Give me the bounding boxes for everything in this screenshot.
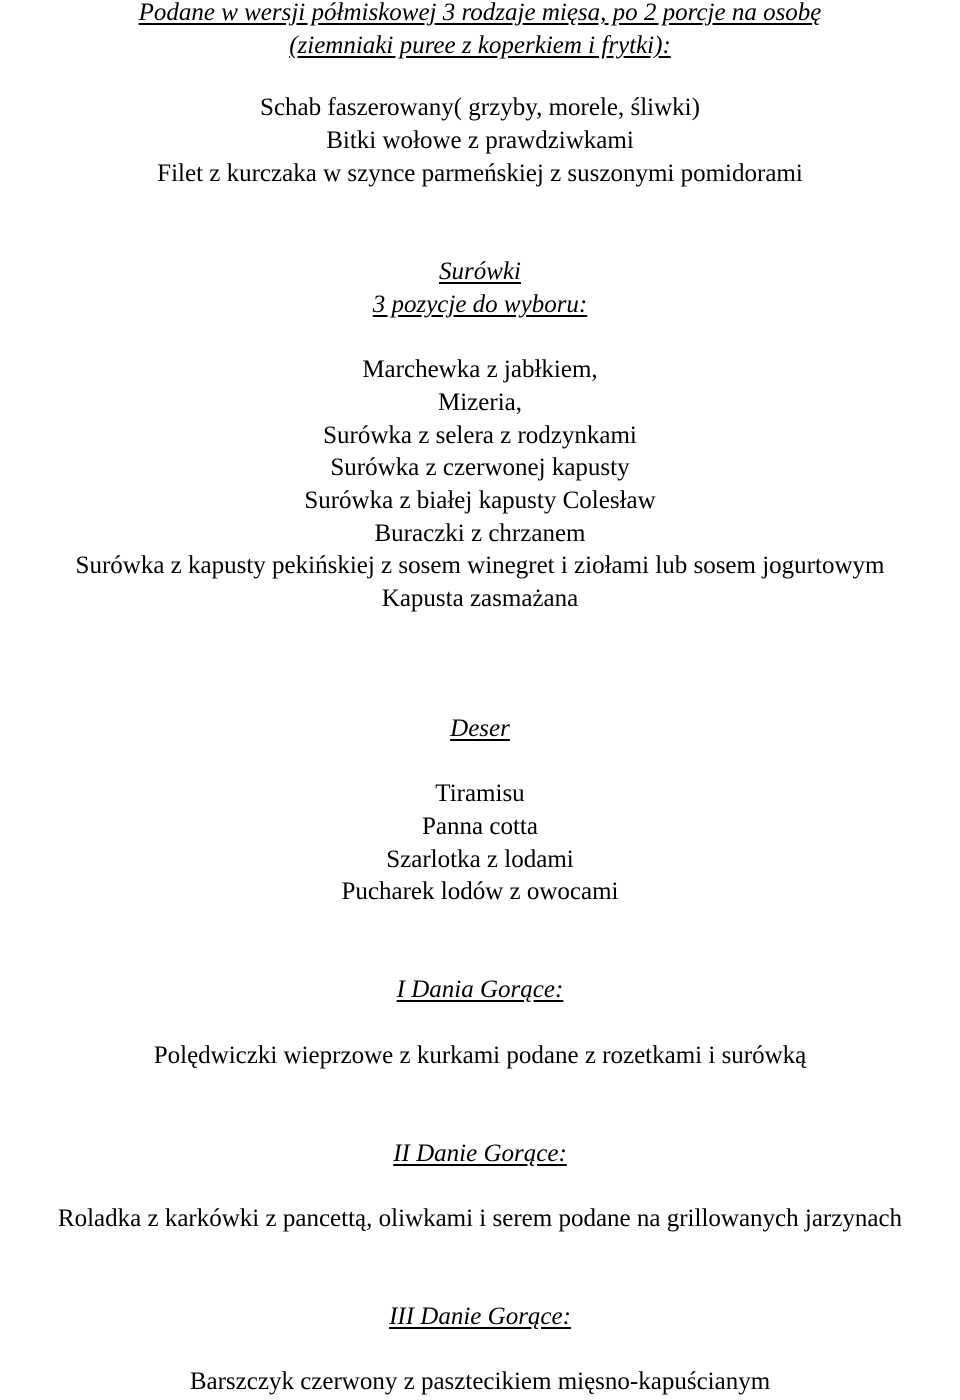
salad-item: Surówka z kapusty pekińskiej z sosem winegret i ziołami lub sosem jogurtowym bbox=[75, 552, 885, 579]
dessert-item: Panna cotta bbox=[422, 813, 538, 840]
hot-course-3-item: Barszczyk czerwony z pasztecikiem mięsno-kapuścianym bbox=[189, 1368, 771, 1395]
salad-item: Surówka z selera z rodzynkami bbox=[323, 422, 637, 449]
salad-item: Surówka z czerwonej kapusty bbox=[330, 454, 630, 481]
hot-course-1-item: Polędwiczki wieprzowe z kurkami podane z rozetkami i surówką bbox=[153, 1042, 807, 1069]
hot-course-1-heading: I Dania Gorące: bbox=[396, 976, 564, 1003]
intro-heading-line-2: (ziemniaki puree z koperkiem i frytki): bbox=[289, 32, 671, 59]
salad-item: Mizeria, bbox=[438, 389, 522, 416]
salads-heading: Surówki bbox=[439, 258, 521, 285]
dessert-item: Tiramisu bbox=[435, 780, 525, 807]
meat-item: Bitki wołowe z prawdziwkami bbox=[326, 127, 634, 154]
hot-course-2-item: Roladka z karkówki z pancettą, oliwkami i serem podane na grillowanych jarzynach bbox=[57, 1205, 903, 1232]
hot-course-2-heading: II Danie Gorące: bbox=[393, 1140, 567, 1167]
dessert-item: Szarlotka z lodami bbox=[386, 846, 574, 873]
salad-item: Buraczki z chrzanem bbox=[374, 520, 586, 547]
dessert-item: Pucharek lodów z owocami bbox=[341, 878, 619, 905]
meat-item: Schab faszerowany( grzyby, morele, śliwki) bbox=[260, 94, 700, 121]
intro-heading-line-1: Podane w wersji półmiskowej 3 rodzaje mięsa, po 2 porcje na osobę bbox=[138, 0, 822, 26]
salad-item: Surówka z białej kapusty Colesław bbox=[304, 487, 656, 514]
hot-course-3-heading: III Danie Gorące: bbox=[389, 1303, 571, 1330]
dessert-heading: Deser bbox=[450, 715, 510, 742]
salad-item: Kapusta zasmażana bbox=[381, 585, 579, 612]
meat-item: Filet z kurczaka w szynce parmeńskiej z suszonymi pomidorami bbox=[157, 160, 803, 187]
salad-item: Marchewka z jabłkiem, bbox=[362, 356, 598, 383]
salads-subheading: 3 pozycje do wyboru: bbox=[372, 291, 588, 318]
